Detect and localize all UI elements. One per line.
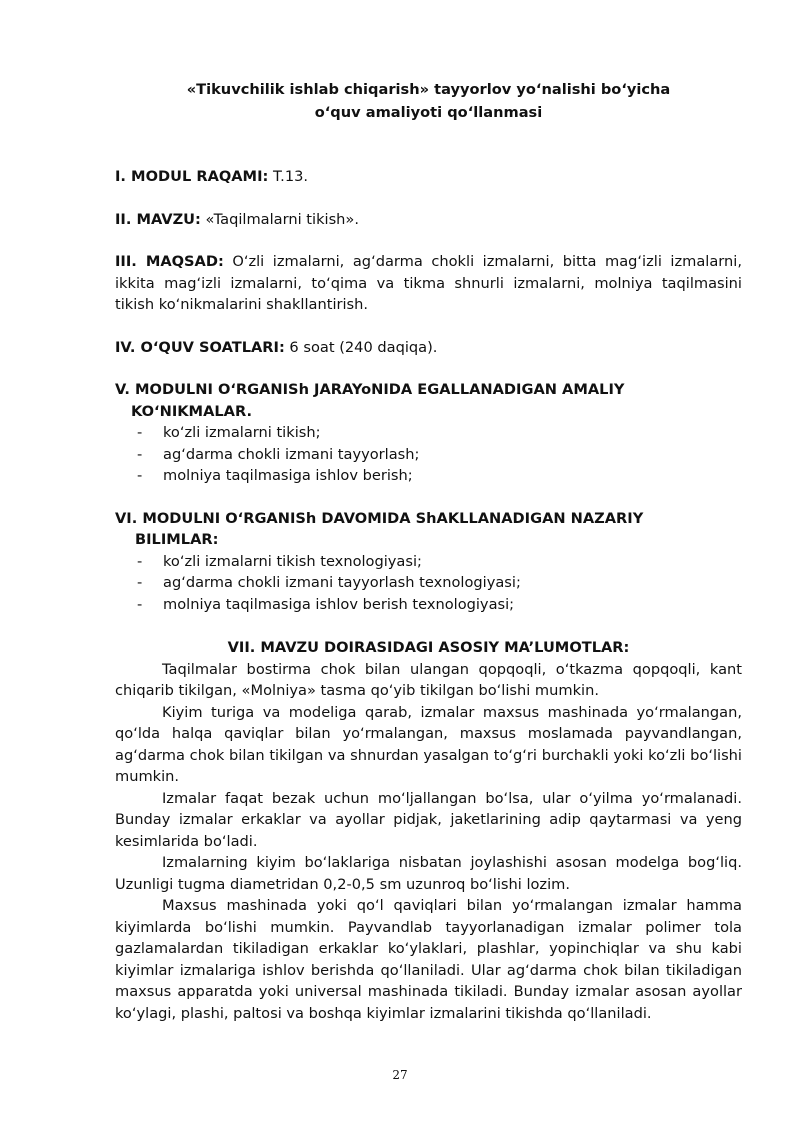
paragraph: Maxsus mashinada yoki qo‘l qaviqlari bilan yo‘rmalangan izmalar hamma kiyimlarda bo‘lishi mumkin. Payvandlab tayyorlanadigan izmalar polimer tola gazlamalardan tikiladigan erkaklar ko‘ylaklari, plashlar, yopinchiqlar va shu kabi kiyimlar izmalariga ishlov berishda qo‘llaniladi. Ular ag‘darma chok bilan tikiladigan maxsus apparatda yoki universal mashinada tikiladi. Bunday izmalar asosan ayollar ko‘ylagi, plashi, paltosi va boshqa kiyimlar izmalarini tikishda qo‘llaniladi.: [115, 897, 742, 1022]
section-6-heading: VI. MODULNI O‘RGANISh DAVOMIDA ShAKLLANADIGAN NAZARIY: [115, 509, 644, 527]
section-5-list: [115, 422, 742, 487]
page-number: 27: [392, 1068, 408, 1082]
paragraph: Izmalarning kiyim bo‘laklariga nisbatan joylashishi asosan modelga bog‘liq. Uzunligi tugma diametridan 0,2-0,5 sm uzunroq bo‘lishi lozim.: [115, 854, 742, 893]
mavzu-section: [115, 209, 742, 231]
section-5: [115, 379, 742, 487]
modul-label: I. MODUL RAQAMI:: [115, 168, 269, 185]
section-6: [115, 508, 742, 616]
list-item: - ag‘darma chokli izmani tayyorlash;: [137, 444, 742, 466]
section-5-heading: V. MODULNI O‘RGANISh JARAYoNIDA EGALLANADIGAN AMALIY: [115, 381, 625, 398]
mavzu-value: «Taqilmalarni tikish».: [200, 210, 360, 228]
section-6-heading-cont: BILIMLAR:: [135, 531, 219, 548]
section-6-list: [115, 551, 742, 616]
list-item: - molniya taqilmasiga ishlov berish;: [137, 465, 742, 487]
list-item: - ag‘darma chokli izmani tayyorlash texnologiyasi;: [137, 572, 742, 594]
mavzu-label: II. MAVZU:: [115, 210, 201, 228]
paragraph: Kiyim turiga va modeliga qarab, izmalar maxsus mashinada yo‘rmalangan, qo‘lda halqa qaviqlar bilan yo‘rmalangan, maxsus moslamada payvandlangan, ag‘darma chok bilan tikilgan va shnurdan yasalgan to‘g‘ri burchakli yoki ko‘zli bo‘lishi mumkin.: [115, 703, 742, 785]
soatlar-value: 6 soat (240 daqiqa).: [284, 338, 438, 356]
paragraph: Taqilmalar bostirma chok bilan ulangan qopqoqli, o‘tkazma qopqoqli, kant chiqarib tikilgan, «Molniya» tasma qo‘yib tikilgan bo‘lishi mumkin.: [115, 660, 742, 699]
modul-section: [115, 166, 742, 188]
document-title: [115, 78, 742, 124]
title-line-2: o‘quv amaliyoti qo‘llanmasi: [314, 104, 543, 121]
section-5-heading-cont: KO‘NIKMALAR.: [131, 402, 253, 420]
section-7: [115, 637, 742, 1024]
paragraph: Izmalar faqat bezak uchun mo‘ljallangan bo‘lsa, ular o‘yilma yo‘rmalanadi. Bunday izmalar erkaklar va ayollar pidjak, jaketlarining adip qaytarmasi va yeng kesimlarida bo‘ladi.: [115, 789, 742, 850]
maqsad-value: O‘zli izmalarni, ag‘darma chokli izmalarni, bitta mag‘izli izmalarni, ikkita mag‘izli izmalarni, to‘qima va tikma shnurli izmalarni, molniya taqilmasini tikish ko‘nikmalarini shakllantirish.: [115, 253, 742, 313]
list-item: - molniya taqilmasiga ishlov berish texnologiyasi;: [137, 594, 742, 616]
modul-value: T.13.: [268, 168, 309, 185]
maqsad-label: III. MAQSAD:: [115, 253, 224, 270]
list-item: - ko‘zli izmalarni tikish texnologiyasi;: [137, 551, 742, 573]
section-7-heading: VII. MAVZU DOIRASIDAGI ASOSIY MA’LUMOTLAR:: [227, 639, 630, 656]
soatlar-label: IV. O‘QUV SOATLARI:: [115, 338, 285, 356]
list-item: - ko‘zli izmalarni tikish;: [137, 422, 742, 444]
maqsad-section: [115, 251, 742, 316]
title-line-1: «Tikuvchilik ishlab chiqarish» tayyorlov yo‘nalishi bo‘yicha: [186, 81, 671, 98]
soatlar-section: [115, 337, 742, 359]
page-content: [115, 78, 742, 1024]
